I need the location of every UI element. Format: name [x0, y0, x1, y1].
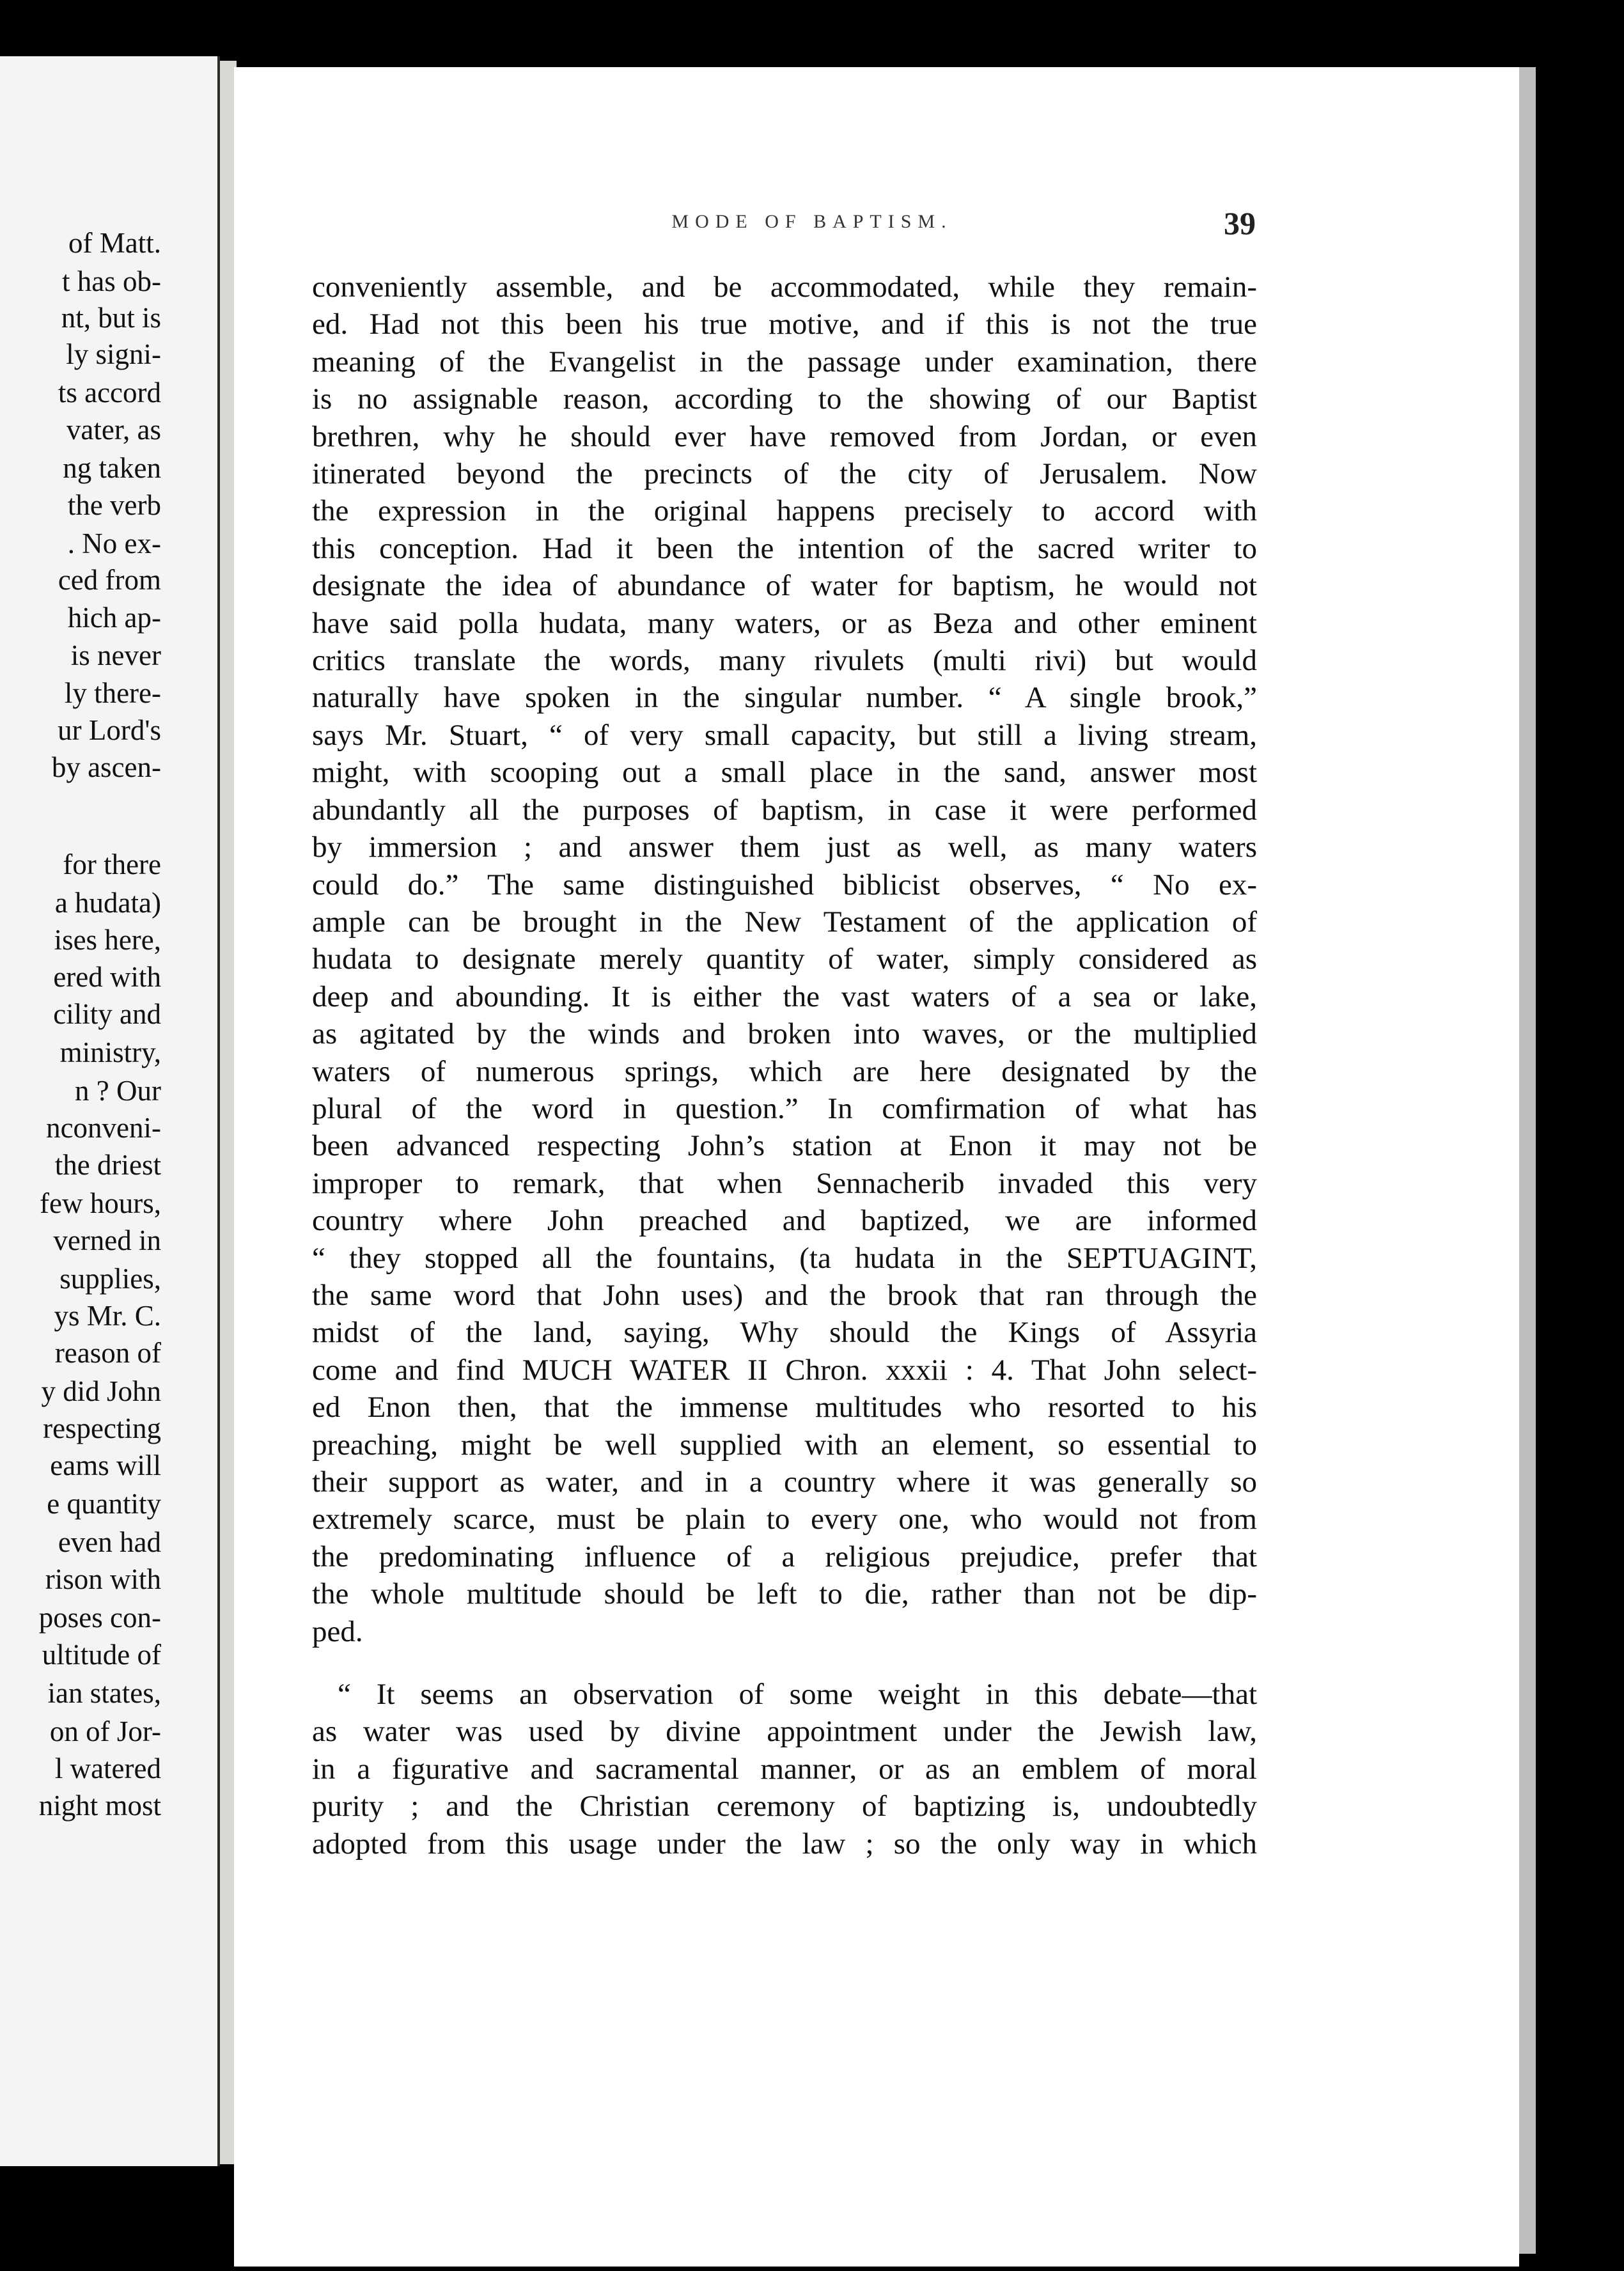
text-line: designate the idea of abundance of water for baptism, he would not — [312, 569, 1257, 603]
facing-page-line: t has ob- — [62, 265, 161, 297]
facing-page-line: the verb — [67, 489, 161, 521]
text-line: itinerated beyond the precincts of the city of Jerusalem. Now — [312, 457, 1257, 491]
text-line: conveniently assemble, and be accommodated, while they remain- — [312, 270, 1257, 304]
text-line: meaning of the Evangelist in the passage under examination, there — [312, 345, 1257, 378]
facing-page-line: ultitude of — [42, 1639, 161, 1671]
facing-page-line: reason of — [54, 1337, 161, 1369]
text-line: as agitated by the winds and broken into waves, or the multiplied — [312, 1017, 1257, 1051]
text-line: could do.” The same distinguished biblicist observes, “ No ex- — [312, 868, 1257, 901]
text-line: as water was used by divine appointment under the Jewish law, — [312, 1715, 1257, 1749]
text-line: brethren, why he should ever have removed from Jordan, or even — [312, 419, 1257, 453]
text-line: the whole multitude should be left to die, rather than not be dip- — [312, 1577, 1257, 1611]
text-line: is no assignable reason, according to the showing of our Baptist — [312, 382, 1257, 416]
facing-page-line: e quantity — [47, 1488, 161, 1520]
text-line: abundantly all the purposes of baptism, in case it were performed — [312, 793, 1257, 827]
paragraph-gap — [312, 1650, 1257, 1676]
text-line: naturally have spoken in the singular number. “ A single brook,” — [312, 681, 1257, 715]
text-line: deep and abounding. It is either the vast waters of a sea or lake, — [312, 979, 1257, 1013]
facing-page-line: n ? Our — [75, 1075, 161, 1107]
facing-page-line: ur Lord's — [58, 714, 161, 746]
text-line: been advanced respecting John’s station at Enon it may not be — [312, 1129, 1257, 1163]
facing-page-line: vater, as — [66, 414, 161, 446]
text-line: the same word that John uses) and the brook that ran through the — [312, 1278, 1257, 1312]
facing-page-line: cility and — [53, 998, 161, 1030]
facing-page-line: night most — [38, 1790, 161, 1822]
text-line: extremely scarce, must be plain to every one, who would not from — [312, 1502, 1257, 1536]
facing-page-line: respecting — [43, 1412, 161, 1444]
facing-page-line: ministry, — [59, 1036, 161, 1068]
facing-page-line: verned in — [53, 1224, 161, 1256]
facing-page-line: nt, but is — [61, 302, 161, 334]
text-line: by immersion ; and answer them just as well, as many waters — [312, 831, 1257, 864]
text-line: in a figurative and sacramental manner, or as an emblem of moral — [312, 1752, 1257, 1786]
facing-page-line: even had — [58, 1526, 161, 1558]
facing-page-line: poses con- — [38, 1602, 161, 1634]
text-line: critics translate the words, many rivulets (multi rivi) but would — [312, 644, 1257, 678]
text-line: hudata to designate merely quantity of water, simply considered as — [312, 942, 1257, 976]
facing-page-line: ered with — [53, 961, 161, 993]
text-line: adopted from this usage under the law ; so the only way in which — [312, 1827, 1257, 1861]
facing-page-line: supplies, — [59, 1263, 161, 1295]
text-line: have said polla hudata, many waters, or as Beza and other eminent — [312, 606, 1257, 640]
facing-page-line: ly signi- — [66, 338, 161, 370]
text-line: preaching, might be well supplied with an element, so essential to — [312, 1428, 1257, 1462]
page-number: 39 — [1224, 205, 1256, 241]
facing-page-line: for there — [63, 848, 161, 880]
facing-page-line: ises here, — [54, 924, 161, 956]
text-line: come and find MUCH WATER II Chron. xxxii : 4. That John select- — [312, 1353, 1257, 1387]
text-line: the expression in the original happens precisely to accord with — [312, 494, 1257, 528]
text-line: says Mr. Stuart, “ of very small capacity, but still a living stream, — [312, 718, 1257, 752]
facing-page-line: eams will — [50, 1449, 161, 1481]
facing-page-fragment — [0, 56, 220, 2166]
text-line: purity ; and the Christian ceremony of baptizing is, undoubtedly — [312, 1790, 1257, 1823]
facing-page-line: ian states, — [47, 1677, 161, 1709]
text-line: waters of numerous springs, which are here designated by the — [312, 1054, 1257, 1088]
facing-page-line: l watered — [54, 1752, 161, 1784]
facing-page-line: the driest — [54, 1149, 161, 1181]
facing-page-line: a hudata) — [54, 887, 161, 919]
facing-page-line: by ascen- — [51, 751, 161, 783]
text-line: plural of the word in question.” In comfirmation of what has — [312, 1091, 1257, 1125]
quote-paragraph — [312, 1676, 1257, 1862]
text-line: “ they stopped all the fountains, (ta hudata in the SEPTUAGINT, — [312, 1241, 1257, 1275]
facing-page-line: y did John — [41, 1375, 161, 1407]
running-head: MODE OF BAPTISM. — [671, 211, 953, 232]
text-line: improper to remark, that when Sennacherib invaded this very — [312, 1166, 1257, 1200]
facing-page-line: hich ap- — [67, 602, 161, 634]
text-line: ed. Had not this been his true motive, and if this is not the true — [312, 308, 1257, 341]
facing-page-line: ts accord — [58, 377, 161, 409]
text-line: country where John preached and baptized, we are informed — [312, 1204, 1257, 1238]
facing-page-line: of Matt. — [68, 227, 161, 259]
page-edge — [1519, 67, 1536, 2254]
text-line: “ It seems an observation of some weight in this debate—that — [338, 1678, 1257, 1712]
facing-page-line: ced from — [58, 564, 161, 596]
facing-page-line: rison with — [45, 1563, 161, 1595]
facing-page-line: ys Mr. C. — [54, 1300, 161, 1332]
facing-page-line: ly there- — [64, 677, 161, 709]
text-line: this conception. Had it been the intention of the sacred writer to — [312, 531, 1257, 565]
text-line: ed Enon then, that the immense multitudes who resorted to his — [312, 1391, 1257, 1424]
main-text — [312, 269, 1257, 1862]
text-line: ped. — [312, 1614, 363, 1648]
facing-page-line: is never — [70, 639, 161, 671]
body-paragraph — [312, 269, 1257, 1650]
facing-page-line: on of Jor- — [49, 1715, 161, 1747]
text-line: the predominating influence of a religious prejudice, prefer that — [312, 1540, 1257, 1573]
facing-page-line: few hours, — [40, 1187, 161, 1219]
facing-page-line: . No ex- — [67, 527, 161, 559]
facing-page-line: ng taken — [63, 452, 161, 484]
facing-page-line: nconveni- — [46, 1112, 161, 1144]
text-line: midst of the land, saying, Why should the Kings of Assyria — [312, 1316, 1257, 1350]
text-line: might, with scooping out a small place in the sand, answer most — [312, 756, 1257, 790]
text-line: ample can be brought in the New Testament of the application of — [312, 905, 1257, 939]
text-line: their support as water, and in a country where it was generally so — [312, 1465, 1257, 1499]
